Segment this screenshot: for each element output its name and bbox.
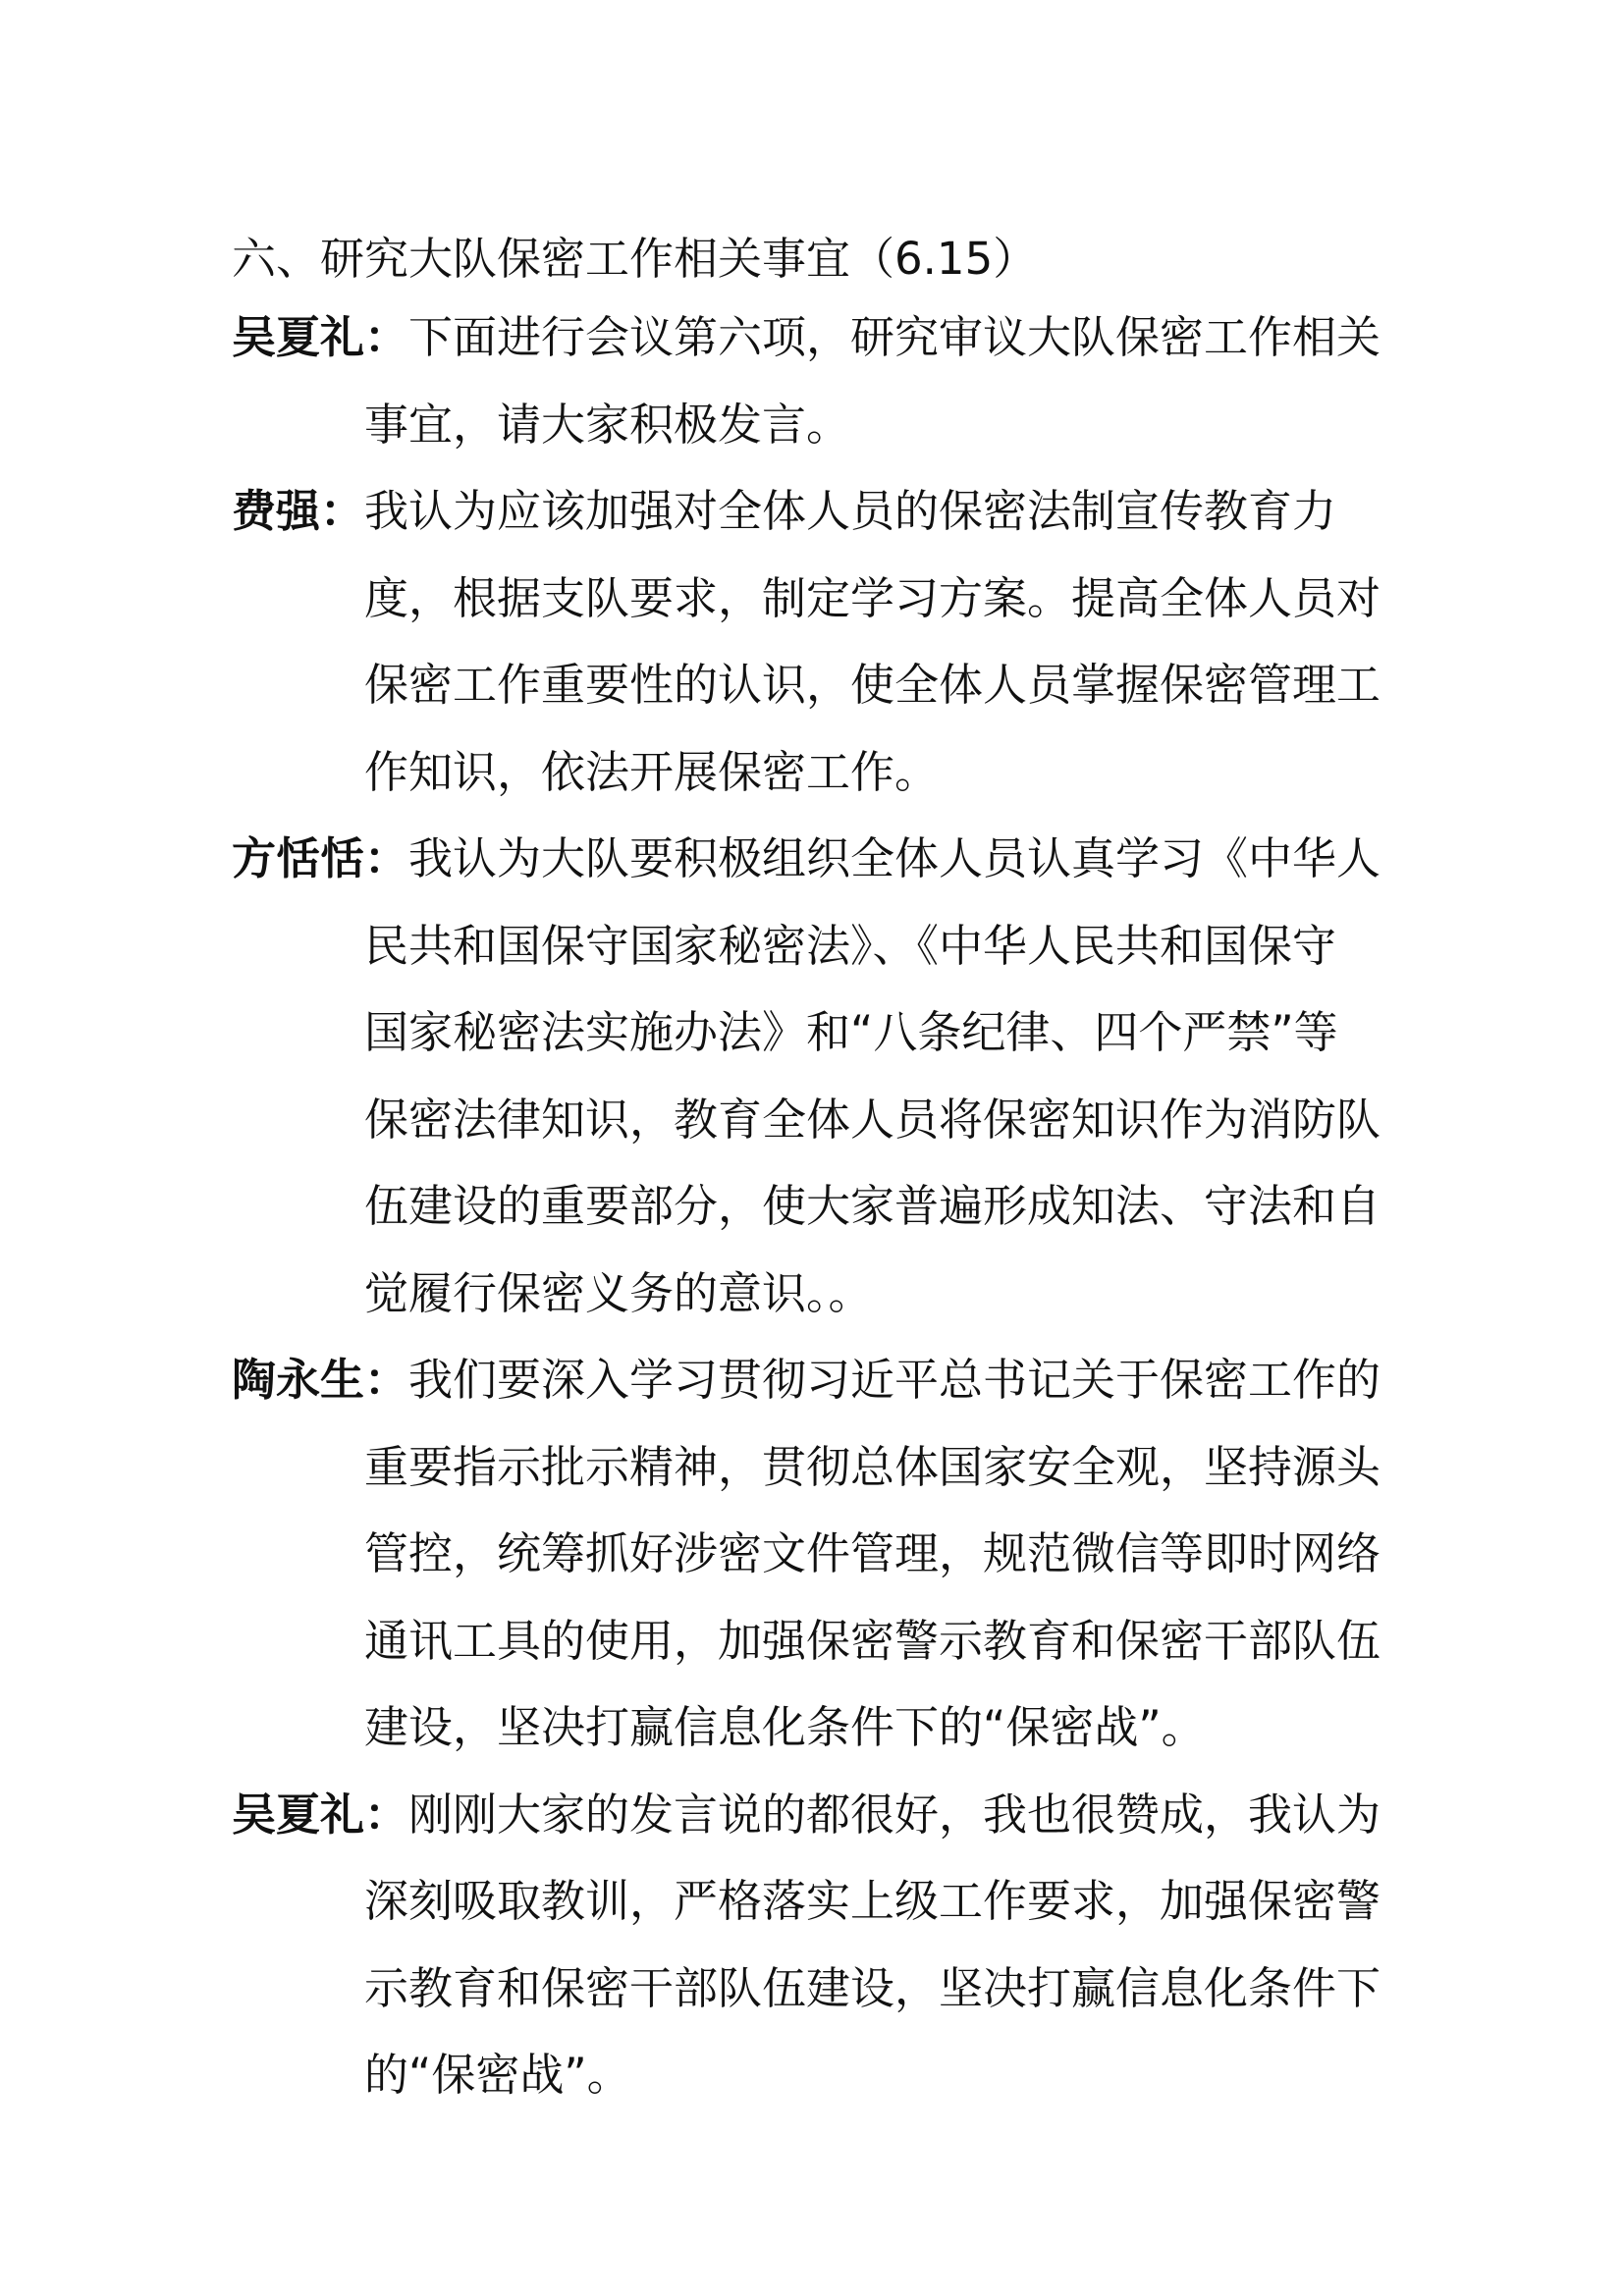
speech-continuation-line — [364, 729, 1390, 817]
speech-continuation-line — [364, 382, 1390, 469]
speech-first-line — [232, 294, 1390, 382]
speech-continuation-line — [364, 2032, 1390, 2119]
speech-text: 我认为应该加强对全体人员的保密法制宣传教育力 — [364, 485, 1337, 537]
speech-continuation-line — [364, 1946, 1390, 2033]
speech-first-line — [232, 468, 1390, 556]
speech-text: 事宜，请大家积极发言。 — [364, 398, 851, 451]
speech-text: 保密法律知识，教育全体人员将保密知识作为消防队 — [364, 1093, 1381, 1146]
speaker-name: 费强： — [232, 485, 365, 537]
speech-continuation-line — [364, 903, 1390, 990]
speech-continuation-line — [364, 1684, 1390, 1772]
speech-continuation-line — [364, 1251, 1390, 1338]
speech-text: 我认为大队要积极组织全体人员认真学习《中华人 — [408, 832, 1381, 884]
speech-text: 重要指示批示精神，贯彻总体国家安全观，坚持源头 — [364, 1440, 1381, 1493]
speech-first-line — [232, 1772, 1390, 1859]
document-page — [232, 224, 1390, 2119]
speech-text: 觉履行保密义务的意识。。 — [364, 1266, 873, 1319]
speech-continuation-line — [364, 1598, 1390, 1685]
speech-text: 深刻吸取教训，严格落实上级工作要求，加强保密警 — [364, 1875, 1381, 1927]
speech-text: 刚刚大家的发言说的都很好，我也很赞成，我认为 — [408, 1788, 1381, 1841]
speech-text: 保密工作重要性的认识，使全体人员掌握保密管理工 — [364, 659, 1381, 711]
speaker-name: 方恬恬： — [232, 832, 409, 884]
speech-text: 作知识，依法开展保密工作。 — [364, 745, 940, 798]
speech-continuation-line — [364, 556, 1390, 643]
speech-text: 通讯工具的使用，加强保密警示教育和保密干部队伍 — [364, 1614, 1381, 1667]
speaker-name: 陶永生： — [232, 1354, 409, 1406]
speech-continuation-line — [364, 642, 1390, 729]
speech-continuation-line — [364, 1077, 1390, 1164]
speech-text: 的“保密战”。 — [364, 2049, 631, 2101]
speech-continuation-line — [364, 1163, 1390, 1251]
speech-text: 示教育和保密干部队伍建设，坚决打赢信息化条件下 — [364, 1961, 1381, 2014]
speech-first-line — [232, 1337, 1390, 1424]
minutes-entries — [232, 294, 1390, 2119]
speech-text: 管控，统筹抓好涉密文件管理，规范微信等即时网络 — [364, 1527, 1381, 1579]
speech-text: 伍建设的重要部分，使大家普遍形成知法、守法和自 — [364, 1180, 1381, 1232]
speech-first-line — [232, 816, 1390, 903]
speech-entry — [232, 816, 1390, 1337]
speech-entry — [232, 1337, 1390, 1772]
speech-continuation-line — [364, 1858, 1390, 1946]
speech-text: 国家秘密法实施办法》和“八条纪律、四个严禁”等 — [364, 1006, 1338, 1058]
speaker-name: 吴夏礼： — [232, 311, 409, 363]
speech-continuation-line — [364, 989, 1390, 1077]
speaker-name: 吴夏礼： — [232, 1788, 409, 1841]
section-title: 六、研究大队保密工作相关事宜（6.15） — [232, 233, 1038, 285]
speech-text: 下面进行会议第六项，研究审议大队保密工作相关 — [408, 311, 1381, 363]
speech-continuation-line — [364, 1424, 1390, 1512]
speech-continuation-line — [364, 1511, 1390, 1598]
speech-text: 建设，坚决打赢信息化条件下的“保密战”。 — [364, 1701, 1206, 1753]
speech-entry — [232, 1772, 1390, 2119]
speech-text: 民共和国保守国家秘密法》、《中华人民共和国保守 — [364, 919, 1337, 972]
speech-entry — [232, 468, 1390, 816]
speech-entry — [232, 294, 1390, 468]
speech-text: 度，根据支队要求，制定学习方案。提高全体人员对 — [364, 571, 1381, 624]
speech-text: 我们要深入学习贯彻习近平总书记关于保密工作的 — [408, 1354, 1381, 1406]
